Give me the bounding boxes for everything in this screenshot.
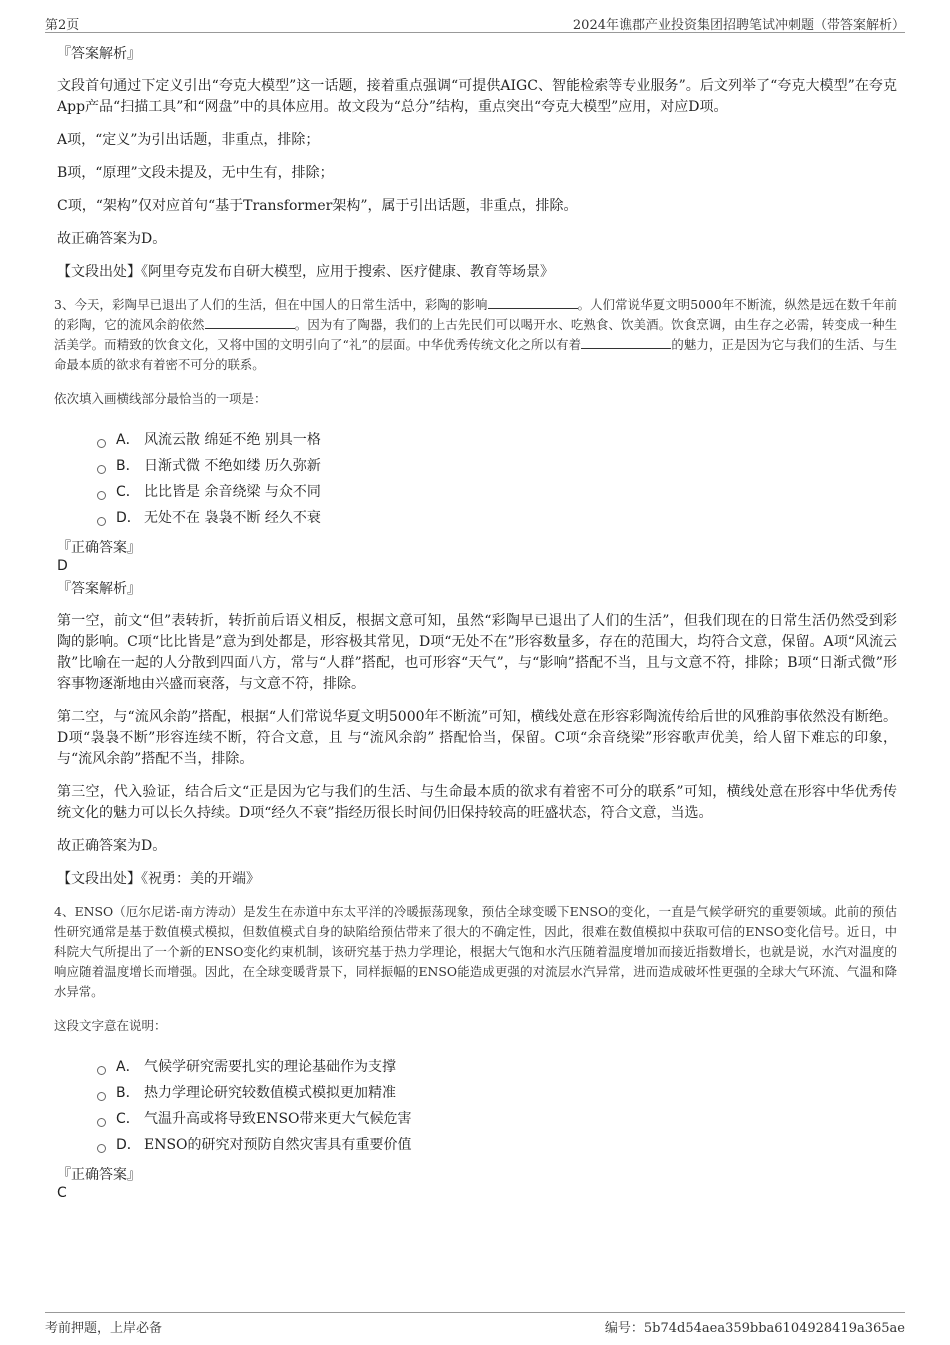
radio-icon[interactable] <box>97 491 106 500</box>
analysis-paragraph: 第二空，与“流风余韵”搭配，根据“人们常说华夏文明5000年不断流”可知，横线处意在形容彩陶流传给后世的风雅韵事依然没有断绝。D项“袅袅不断”形容连续不断，符合文意，且 与“流风余韵” 搭配恰当，保留。C项“余音绕梁”形容歌声优美，给人留下难忘的印象，与“流风余韵”搭配不当，排除。 <box>57 709 897 767</box>
question-3-options <box>97 427 905 531</box>
fill-blank <box>205 316 295 329</box>
radio-icon[interactable] <box>97 1118 106 1127</box>
radio-icon[interactable] <box>97 465 106 474</box>
analysis-paragraph: 文段首句通过下定义引出“夸克大模型”这一话题，接着重点强调“可提供AIGC、智能检索等专业服务”。后文列举了“夸克大模型”在夸克App产品“扫描工具”和“网盘”中的具体应用。故文段为“总分”结构，重点突出“夸克大模型”应用，对应D项。 <box>57 78 897 115</box>
answer-label: 『正确答案』 <box>57 1167 141 1183</box>
option-a[interactable]: A． 气候学研究需要扎实的理论基础作为支撑 <box>97 1054 905 1080</box>
analysis-paragraph: B项，“原理”文段未提及，无中生有，排除； <box>57 165 334 181</box>
analysis-paragraph: 第三空，代入验证，结合后文“正是因为它与我们的生活、与生命最本质的欲求有着密不可分的联系”可知，横线处意在形容中华优秀传统文化的魅力可以长久持续。D项“经久不衰”指经历很长时间仍旧保持较高的旺盛状态，符合文意，当选。 <box>57 784 897 821</box>
analysis-paragraph: C项，“架构”仅对应首句“基于Transformer架构”，属于引出话题，非重点，排除。 <box>57 198 578 214</box>
option-b[interactable]: B． 热力学理论研究较数值模式模拟更加精准 <box>97 1080 905 1106</box>
analysis-label: 『答案解析』 <box>57 581 141 597</box>
page-content <box>54 44 905 1202</box>
passage-source: 【文段出处】《祝勇：美的开端》 <box>57 871 260 887</box>
option-a[interactable]: A． 风流云散 绵延不绝 别具一格 <box>97 427 905 453</box>
radio-icon[interactable] <box>97 517 106 526</box>
answer-value: C <box>57 1185 67 1201</box>
fill-blank <box>488 296 578 309</box>
footer-slogan: 考前押题，上岸必备 <box>45 1321 163 1336</box>
page-header <box>45 10 905 33</box>
option-d[interactable]: D． ENSO的研究对预防自然灾害具有重要价值 <box>97 1132 905 1158</box>
option-b[interactable]: B． 日渐式微 不绝如缕 历久弥新 <box>97 453 905 479</box>
radio-icon[interactable] <box>97 439 106 448</box>
analysis-paragraph: 第一空，前文“但”表转折，转折前后语义相反，根据文意可知，虽然“彩陶早已退出了人们的生活”，但我们现在的日常生活仍然受到彩陶的影响。C项“比比皆是”意为到处都是，形容极其常见，D项“无处不在”形容数量多，存在的范围大，均符合文意，保留。A项“风流云散”比喻在一起的人分散到四面八方，常与“人群”搭配，也可形容“天气”，与“影响”搭配不当，且与文意不符，排除；B项“日渐式微”形容事物逐渐地由兴盛而衰落，与文意不符，排除。 <box>57 613 897 692</box>
question-4-prompt: 这段文字意在说明： <box>54 1018 167 1033</box>
question-4-options <box>97 1054 905 1158</box>
question-4-text: 4、ENSO（厄尔尼诺-南方涛动）是发生在赤道中东太平洋的冷暖振荡现象，预估全球变暖下ENSO的变化，一直是气候学研究的重要领域。此前的预估性研究通常是基于数值模式模拟，但数值模式自身的缺陷给预估带来了很大的不确定性，因此，很难在数值模拟中获取可信的ENSO变化信号。近日，中科院大气所提出了一个新的ENSO变化约束机制，该研究基于热力学理论，根据大气饱和水汽压随着温度增加而接近指数增长，也就是说，水汽对温度的响应随着温度增长而增强。因此，在全球变暖背景下，同样振幅的ENSO能造成更强的对流层水汽异常，进而造成破坏性更强的全球大气环流、气温和降水异常。 <box>54 904 897 999</box>
page-footer <box>45 1312 905 1337</box>
document-code: 编号：5b74d54aea359bba6104928419a365ae <box>604 1321 905 1336</box>
analysis-paragraph: A项，“定义”为引出话题，非重点，排除； <box>57 132 320 148</box>
page-number: 第2页 <box>45 18 80 33</box>
radio-icon[interactable] <box>97 1066 106 1075</box>
analysis-paragraph: 故正确答案为D。 <box>57 838 167 854</box>
analysis-label: 『答案解析』 <box>57 46 141 62</box>
option-c[interactable]: C． 气温升高或将导致ENSO带来更大气候危害 <box>97 1106 905 1132</box>
answer-value: D <box>57 558 68 574</box>
question-3-text: 3、今天，彩陶早已退出了人们的生活，但在中国人的日常生活中，彩陶的影响 。人们常说华夏文明5000年不断流，纵然是远在数千年前的彩陶，它的流风余韵依然 。因为有了陶器，我们的上古先民们可以喝开水、吃熟食、饮美酒。饮食烹调，由生存之必需，转变成一种生活美学。而精致的饮食文化，又将中国的文明引向了“礼”的层面。中华优秀传统文化之所以有着 的魅力，正是因为它与我们的生活、与生命最本质的欲求有着密不可分的联系。 <box>54 297 898 372</box>
question-3-prompt: 依次填入画横线部分最恰当的一项是： <box>54 391 267 406</box>
option-d[interactable]: D． 无处不在 袅袅不断 经久不衰 <box>97 505 905 531</box>
radio-icon[interactable] <box>97 1144 106 1153</box>
passage-source: 【文段出处】《阿里夸克发布自研大模型，应用于搜索、医疗健康、教育等场景》 <box>57 264 554 280</box>
document-title: 2024年谯郡产业投资集团招聘笔试冲刺题（带答案解析） <box>572 18 905 33</box>
answer-label: 『正确答案』 <box>57 540 141 556</box>
fill-blank <box>581 336 671 349</box>
analysis-paragraph: 故正确答案为D。 <box>57 231 167 247</box>
option-c[interactable]: C． 比比皆是 余音绕梁 与众不同 <box>97 479 905 505</box>
radio-icon[interactable] <box>97 1092 106 1101</box>
